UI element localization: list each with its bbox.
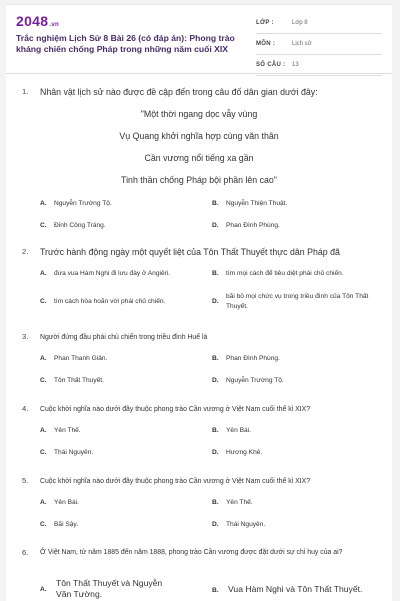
question-text: Nhân vật lịch sử nào được đề cập đến trong câu đố dân gian dưới đây: [40, 87, 318, 97]
option-text: Vua Hàm Nghi và Tôn Thất Thuyết. [228, 584, 363, 594]
option-text: đưa vua Hàm Nghi đi lưu đày ở Angiêri. [54, 270, 171, 277]
question-text: Người đứng đầu phái chủ chiến trong triều đình Huế là [40, 334, 208, 341]
option-label: D. [212, 222, 219, 229]
option-label: C. [40, 521, 47, 528]
option-text: Yên Thế. [54, 427, 81, 434]
meta-row-subject [256, 36, 382, 55]
poem-line: Cần vương nổi tiếng xa gần [144, 153, 254, 163]
option-label: B. [212, 587, 219, 594]
option-text: Phan Đình Phùng. [226, 355, 280, 362]
meta-value: Lớp 8 [292, 20, 308, 26]
option-text: Thái Nguyên. [54, 449, 94, 456]
option-label: A. [40, 427, 47, 434]
option-text: Nguyễn Trường Tộ. [226, 377, 284, 384]
option-text: tìm mọi cách để tiêu diệt phái chủ chiến. [226, 270, 344, 277]
option-text: bãi bỏ mọi chức vụ trong triều đình của Tôn Thất Thuyết. [226, 293, 369, 310]
logo-tld: .vn [49, 22, 59, 28]
page-header [6, 5, 392, 74]
option-label: A. [40, 499, 47, 506]
option-text: Phan Thanh Giản. [54, 355, 108, 362]
option-label: D. [212, 449, 219, 456]
option-label: A. [40, 355, 47, 362]
question-number: 4. [22, 404, 29, 413]
option-label: D. [212, 377, 219, 384]
question-number: 3. [22, 332, 29, 341]
option-text: Yên Bái. [54, 499, 79, 506]
meta-key: MÔN : [256, 41, 276, 47]
option-text: tìm cách hòa hoãn với phái chủ chiến. [54, 298, 166, 305]
option-label: B. [212, 200, 219, 207]
option-label: B. [212, 355, 219, 362]
poem-line: "Một thời ngang dọc vẫy vùng [140, 109, 258, 119]
site-logo[interactable]: 2048.vn [16, 13, 59, 29]
option-label: A. [40, 200, 47, 207]
option-label: A. [40, 270, 47, 277]
question-text: Trước hành động ngày một quyết liệt của Tôn Thất Thuyết thực dân Pháp đã [40, 247, 340, 257]
option-text: Tôn Thất Thuyết. [54, 377, 104, 384]
option-label: D. [212, 521, 219, 528]
quiz-meta [256, 15, 382, 78]
option-text: Nguyễn Thiện Thuật. [226, 200, 288, 207]
option-text: Hương Khê. [226, 449, 263, 456]
option-label: B. [212, 427, 219, 434]
poem-line: Vụ Quang khởi nghĩa hợp cùng văn thân [119, 131, 279, 141]
question-number: 6. [22, 548, 29, 557]
option-label: C. [40, 377, 47, 384]
option-label: C. [40, 222, 47, 229]
option-label: B. [212, 270, 219, 277]
meta-key: SỐ CÂU : [256, 62, 286, 68]
meta-row-class [256, 15, 382, 34]
option-text: Bãi Sậy. [54, 521, 79, 528]
question-text: Cuộc khởi nghĩa nào dưới đây thuộc phong trào Cần vương ở Việt Nam cuối thế kỉ XIX? [40, 406, 311, 413]
question-number: 2. [22, 247, 29, 256]
meta-key: LỚP : [256, 20, 274, 26]
question-number: 1. [22, 87, 29, 96]
quiz-page [6, 4, 392, 601]
option-text: Đinh Công Tráng. [54, 222, 106, 229]
option-text: Phan Đình Phùng. [226, 222, 280, 229]
option-label: C. [40, 298, 47, 305]
option-text: Yên Bái. [226, 427, 251, 434]
option-text: Tôn Thất Thuyết và Nguyễn Văn Tường. [56, 578, 163, 599]
option-label: D. [212, 298, 219, 305]
option-label: C. [40, 449, 47, 456]
question-text: Ở Việt Nam, từ năm 1885 đến năm 1888, phong trào Cần vương được đặt dưới sự chỉ huy của ai? [40, 549, 343, 556]
option-label: A. [40, 586, 47, 593]
meta-value: 13 [292, 62, 299, 68]
poem-line: Tinh thần chống Pháp bội phần lên cao" [121, 175, 277, 185]
option-label: B. [212, 499, 219, 506]
option-text: Thái Nguyên. [226, 521, 266, 528]
meta-row-count [256, 57, 382, 76]
option-text: Nguyễn Trường Tộ. [54, 200, 112, 207]
option-text: Yên Thế. [226, 499, 253, 506]
question-number: 5. [22, 476, 29, 485]
meta-value: Lịch sử [292, 41, 312, 47]
quiz-title: Trắc nghiệm Lịch Sử 8 Bài 26 (có đáp án): Phong trào kháng chiến chống Pháp trong những năm cuối XIX [16, 33, 235, 54]
question-text: Cuộc khởi nghĩa nào dưới đây thuộc phong trào Cần vương ở Việt Nam cuối thế kỉ XIX? [40, 478, 311, 485]
